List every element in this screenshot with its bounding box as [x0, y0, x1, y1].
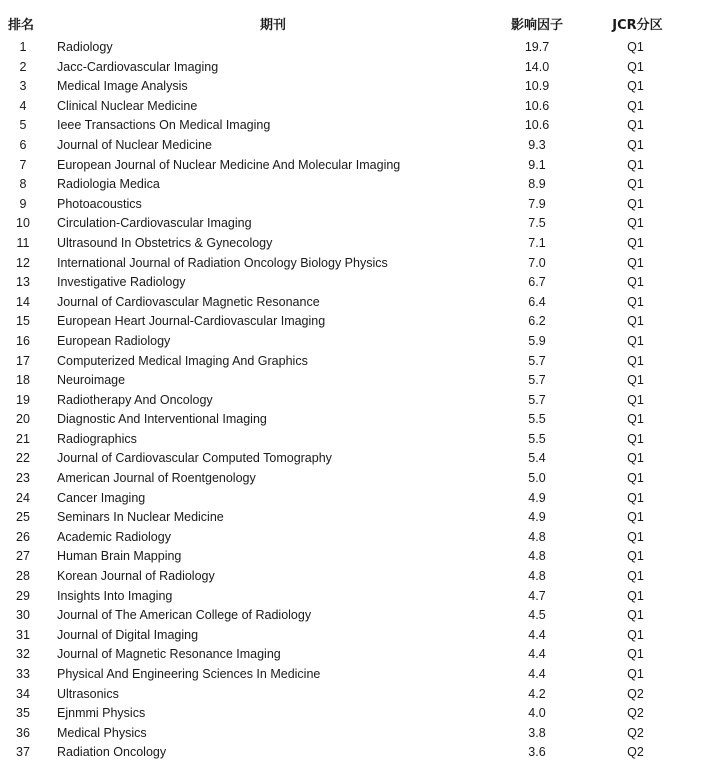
rank-cell: 3	[19, 79, 27, 94]
table-row	[0, 430, 701, 450]
jcr-quartile-cell: Q1	[627, 333, 644, 348]
table-row	[0, 489, 701, 509]
table-header	[0, 14, 701, 38]
journal-name-cell: Human Brain Mapping	[57, 549, 182, 564]
rank-cell: 12	[16, 255, 30, 270]
jcr-quartile-cell: Q2	[627, 745, 644, 760]
journal-name-cell: Radiologia Medica	[57, 177, 160, 192]
journal-name-cell: Jacc-Cardiovascular Imaging	[57, 59, 219, 74]
jcr-quartile-cell: Q1	[627, 275, 644, 290]
rank-cell: 6	[19, 137, 27, 152]
journal-name-cell: Journal of Cardiovascular Computed Tomography	[57, 451, 332, 466]
rank-cell: 34	[16, 686, 30, 701]
rank-cell: 23	[16, 471, 30, 486]
impact-factor-cell: 5.7	[528, 392, 546, 407]
journal-name-cell: Insights Into Imaging	[57, 588, 173, 603]
table-row	[0, 685, 701, 705]
jcr-quartile-cell: Q1	[627, 137, 644, 152]
journal-name-cell: Ultrasound In Obstetrics & Gynecology	[57, 235, 273, 250]
table-body	[0, 38, 701, 763]
jcr-quartile-cell: Q1	[627, 118, 644, 133]
impact-factor-cell: 5.0	[528, 471, 546, 486]
impact-factor-cell: 7.1	[528, 235, 546, 250]
jcr-quartile-cell: Q1	[627, 412, 644, 427]
impact-factor-cell: 7.9	[528, 196, 546, 211]
table-row	[0, 332, 701, 352]
table-row	[0, 293, 701, 313]
rank-cell: 18	[16, 373, 30, 388]
impact-factor-cell: 4.8	[528, 569, 546, 584]
table-row	[0, 77, 701, 97]
table-row	[0, 410, 701, 430]
impact-factor-cell: 5.4	[528, 451, 546, 466]
table-row	[0, 352, 701, 372]
impact-factor-cell: 6.7	[528, 275, 546, 290]
table-row	[0, 156, 701, 176]
jcr-quartile-cell: Q1	[627, 373, 644, 388]
header-row	[0, 14, 701, 38]
journal-name-cell: Journal of Magnetic Resonance Imaging	[57, 647, 281, 662]
rank-cell: 27	[16, 549, 30, 564]
jcr-quartile-cell: Q1	[627, 98, 644, 113]
table-row	[0, 254, 701, 274]
rank-cell: 1	[19, 40, 27, 54]
jcr-quartile-cell: Q1	[627, 451, 644, 466]
journal-name-cell: Journal of Cardiovascular Magnetic Resonance	[57, 294, 320, 309]
rank-cell: 2	[19, 59, 27, 74]
table-row	[0, 136, 701, 156]
rank-cell: 24	[16, 490, 30, 505]
rank-cell: 16	[16, 333, 30, 348]
table-row	[0, 645, 701, 665]
rank-cell: 8	[19, 177, 27, 192]
table-row	[0, 371, 701, 391]
journal-name-cell: Diagnostic And Interventional Imaging	[57, 412, 267, 427]
rank-cell: 9	[19, 196, 27, 211]
impact-factor-cell: 4.8	[528, 549, 546, 564]
rank-cell: 15	[16, 314, 30, 329]
rank-cell: 10	[16, 216, 30, 231]
impact-factor-cell: 4.4	[528, 647, 546, 662]
impact-factor-cell: 4.8	[528, 529, 546, 544]
table-row	[0, 116, 701, 136]
journal-name-cell: Ejnmmi Physics	[57, 706, 146, 721]
table-row	[0, 195, 701, 215]
table-row	[0, 58, 701, 78]
rank-cell: 35	[16, 706, 30, 721]
table-row	[0, 587, 701, 607]
journal-name-cell: Medical Image Analysis	[57, 79, 188, 94]
journal-name-cell: Neuroimage	[57, 373, 126, 388]
impact-factor-cell: 9.3	[528, 137, 546, 152]
journal-name-cell: European Journal of Nuclear Medicine And Molecular Imaging	[57, 157, 401, 172]
rank-cell: 20	[16, 412, 30, 427]
impact-factor-cell: 10.6	[524, 118, 550, 133]
header-rank: 排名	[8, 18, 35, 33]
table-row	[0, 449, 701, 469]
rank-cell: 7	[19, 157, 27, 172]
impact-factor-cell: 3.8	[528, 725, 546, 740]
jcr-quartile-cell: Q1	[627, 314, 644, 329]
journal-ranking-table	[0, 14, 701, 763]
rank-cell: 14	[16, 294, 30, 309]
journal-name-cell: Radiotherapy And Oncology	[57, 392, 213, 407]
impact-factor-cell: 5.7	[528, 353, 546, 368]
rank-cell: 29	[16, 588, 30, 603]
journal-name-cell: Clinical Nuclear Medicine	[57, 98, 198, 113]
jcr-quartile-cell: Q1	[627, 177, 644, 192]
jcr-quartile-cell: Q1	[627, 196, 644, 211]
journal-name-cell: Radiology	[57, 40, 113, 54]
impact-factor-cell: 5.5	[528, 431, 546, 446]
jcr-quartile-cell: Q2	[627, 725, 644, 740]
journal-name-cell: Academic Radiology	[57, 529, 171, 544]
jcr-quartile-cell: Q1	[627, 510, 644, 525]
jcr-quartile-cell: Q1	[627, 569, 644, 584]
header-jcr-quartile: JCR分区	[612, 18, 663, 33]
impact-factor-cell: 5.9	[528, 333, 546, 348]
rank-cell: 11	[16, 235, 30, 250]
jcr-quartile-cell: Q1	[627, 59, 644, 74]
rank-cell: 28	[16, 569, 30, 584]
jcr-quartile-cell: Q2	[627, 706, 644, 721]
jcr-quartile-cell: Q1	[627, 255, 644, 270]
impact-factor-cell: 4.9	[528, 510, 546, 525]
table-row	[0, 508, 701, 528]
impact-factor-cell: 4.7	[528, 588, 546, 603]
jcr-quartile-cell: Q1	[627, 608, 644, 623]
jcr-quartile-cell: Q2	[627, 686, 644, 701]
table-row	[0, 567, 701, 587]
journal-name-cell: Journal of Nuclear Medicine	[57, 137, 212, 152]
jcr-quartile-cell: Q1	[627, 216, 644, 231]
impact-factor-cell: 4.4	[528, 627, 546, 642]
rank-cell: 22	[16, 451, 30, 466]
journal-name-cell: Cancer Imaging	[57, 490, 146, 505]
impact-factor-cell: 4.5	[528, 608, 546, 623]
table-row	[0, 273, 701, 293]
impact-factor-cell: 4.2	[528, 686, 546, 701]
jcr-quartile-cell: Q1	[627, 431, 644, 446]
rank-cell: 25	[16, 510, 30, 525]
jcr-quartile-cell: Q1	[627, 392, 644, 407]
impact-factor-cell: 14.0	[524, 59, 550, 74]
impact-factor-cell: 6.2	[528, 314, 546, 329]
jcr-quartile-cell: Q1	[627, 549, 644, 564]
table-row	[0, 175, 701, 195]
jcr-quartile-cell: Q1	[627, 40, 644, 54]
table-row	[0, 38, 701, 58]
journal-name-cell: Korean Journal of Radiology	[57, 569, 215, 584]
table-row	[0, 97, 701, 117]
table-row	[0, 469, 701, 489]
rank-cell: 36	[16, 725, 30, 740]
jcr-quartile-cell: Q1	[627, 294, 644, 309]
journal-name-cell: Investigative Radiology	[57, 275, 186, 290]
journal-name-cell: Ultrasonics	[57, 686, 119, 701]
impact-factor-cell: 5.5	[528, 412, 546, 427]
jcr-quartile-cell: Q1	[627, 490, 644, 505]
journal-name-cell: Radiographics	[57, 431, 137, 446]
impact-factor-cell: 4.0	[528, 706, 546, 721]
journal-name-cell: International Journal of Radiation Oncology Biology Physics	[57, 255, 388, 270]
rank-cell: 33	[16, 667, 30, 681]
rank-cell: 21	[16, 431, 30, 446]
impact-factor-cell: 19.7	[524, 40, 550, 54]
impact-factor-cell: 8.9	[528, 177, 546, 192]
impact-factor-cell: 9.1	[528, 157, 546, 172]
table-row	[0, 312, 701, 332]
jcr-quartile-cell: Q1	[627, 353, 644, 368]
impact-factor-cell: 3.6	[528, 745, 546, 760]
rank-cell: 17	[16, 353, 30, 368]
header-journal: 期刊	[259, 18, 286, 33]
rank-cell: 13	[16, 275, 30, 290]
impact-factor-cell: 4.4	[528, 667, 546, 681]
header-impact-factor: 影响因子	[510, 18, 563, 33]
jcr-quartile-cell: Q1	[627, 157, 644, 172]
table-row	[0, 724, 701, 744]
rank-cell: 4	[19, 98, 27, 113]
jcr-quartile-cell: Q1	[627, 667, 644, 681]
journal-name-cell: Ieee Transactions On Medical Imaging	[57, 118, 271, 133]
table-row	[0, 234, 701, 254]
impact-factor-cell: 7.0	[528, 255, 546, 270]
journal-name-cell: Medical Physics	[57, 725, 147, 740]
jcr-quartile-cell: Q1	[627, 627, 644, 642]
impact-factor-cell: 4.9	[528, 490, 546, 505]
table-row	[0, 528, 701, 548]
rank-cell: 37	[16, 745, 30, 760]
rank-cell: 5	[19, 118, 27, 133]
jcr-quartile-cell: Q1	[627, 588, 644, 603]
impact-factor-cell: 10.6	[524, 98, 550, 113]
jcr-quartile-cell: Q1	[627, 471, 644, 486]
table-row	[0, 391, 701, 411]
journal-name-cell: Computerized Medical Imaging And Graphics	[57, 353, 308, 368]
journal-name-cell: Physical And Engineering Sciences In Medicine	[57, 667, 321, 681]
jcr-quartile-cell: Q1	[627, 79, 644, 94]
table-row	[0, 743, 701, 763]
jcr-quartile-cell: Q1	[627, 235, 644, 250]
impact-factor-cell: 6.4	[528, 294, 546, 309]
table-row	[0, 547, 701, 567]
journal-name-cell: European Radiology	[57, 333, 171, 348]
journal-name-cell: Circulation-Cardiovascular Imaging	[57, 216, 252, 231]
journal-name-cell: Journal of Digital Imaging	[57, 627, 199, 642]
impact-factor-cell: 7.5	[528, 216, 546, 231]
journal-name-cell: American Journal of Roentgenology	[57, 471, 256, 486]
impact-factor-cell: 10.9	[524, 79, 550, 94]
table-row	[0, 704, 701, 724]
rank-cell: 19	[16, 392, 30, 407]
rank-cell: 31	[16, 627, 30, 642]
table-row	[0, 665, 701, 685]
rank-cell: 30	[16, 608, 30, 623]
journal-name-cell: Seminars In Nuclear Medicine	[57, 510, 224, 525]
rank-cell: 26	[16, 529, 30, 544]
table-row	[0, 626, 701, 646]
journal-name-cell: European Heart Journal-Cardiovascular Imaging	[57, 314, 326, 329]
journal-name-cell: Photoacoustics	[57, 196, 142, 211]
journal-name-cell: Radiation Oncology	[57, 745, 167, 760]
journal-name-cell: Journal of The American College of Radiology	[57, 608, 312, 623]
rank-cell: 32	[16, 647, 30, 662]
jcr-quartile-cell: Q1	[627, 529, 644, 544]
impact-factor-cell: 5.7	[528, 373, 546, 388]
table-row	[0, 214, 701, 234]
jcr-quartile-cell: Q1	[627, 647, 644, 662]
table-row	[0, 606, 701, 626]
